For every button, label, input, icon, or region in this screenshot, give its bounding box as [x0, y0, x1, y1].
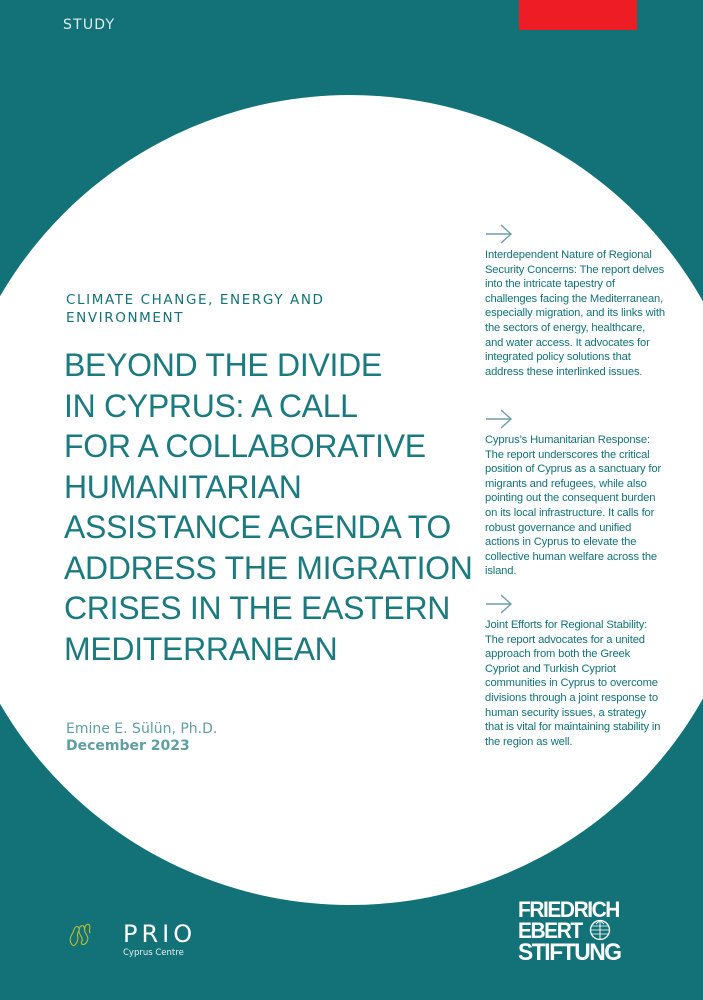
page-title [64, 345, 473, 669]
title-line: HUMANITARIAN [64, 468, 302, 505]
fes-logo-line: STIFTUNG [518, 939, 621, 966]
arrow-right-icon [485, 224, 513, 244]
title-line: FOR A COLLABORATIVE [64, 428, 426, 464]
series-label: STUDY [63, 17, 116, 33]
summary-text: Cyprus’s Humanitarian Response: The report underscores the critical position of Cyprus as a sanctuary for migrants and refugees, while also pointing out the consequent burden on its local infrastructure. It calls for robust governance and unified actions in Cyprus to elevate the collective human welfare across the island. [485, 434, 662, 578]
prio-logo-name: PRIO [123, 920, 197, 948]
title-line: ASSISTANCE AGENDA TO [64, 509, 452, 545]
arrow-right-icon [485, 409, 513, 429]
summary-block [485, 409, 665, 579]
title-line: IN CYPRUS: A CALL [64, 387, 358, 424]
arrow-right-icon [485, 594, 513, 614]
publication-date: December 2023 [66, 738, 190, 754]
title-line: MEDITERRANEAN [64, 630, 338, 667]
author-name: Emine E. Sülün, Ph.D. [66, 721, 218, 737]
summary-text: Interdependent Nature of Regional Security Concerns: The report delves into the intricate tapestry of challenges facing the Mediterranean, especially migration, and its links with the sectors of energy, healthcare, and water access. It advocates for integrated policy solutions that address these interlinked issues. [485, 249, 665, 378]
fes-logo-line: FRIEDRICH [518, 897, 619, 922]
title-line: BEYOND THE DIVIDE [64, 347, 382, 383]
summary-text: Joint Efforts for Regional Stability: The report advocates for a united approach from both the Greek Cypriot and Turkish Cypriot communities in Cyprus to overcome divisions through a joint response to human security issues, a strategy that is vital for maintaining stability in the region as well. [485, 619, 661, 748]
category-label: CLIMATE CHANGE, ENERGY AND ENVIRONMENT [66, 292, 325, 326]
globe-icon [589, 919, 611, 941]
title-line: ADDRESS THE MIGRATION [64, 549, 473, 586]
red-accent-tab [519, 0, 637, 30]
fes-logo-line: EBERT [518, 918, 582, 943]
prio-cyprus-figures-icon [68, 905, 128, 965]
summary-block [485, 224, 665, 379]
prio-logo-subtitle: Cyprus Centre [123, 948, 184, 958]
summary-block [485, 594, 665, 749]
title-line: CRISES IN THE EASTERN [64, 590, 451, 626]
